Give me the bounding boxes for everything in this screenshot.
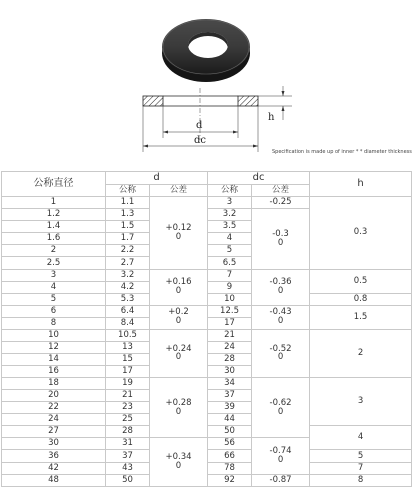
cell-d: 43 [106, 462, 150, 474]
header-d-tolerance: 公差 [150, 185, 208, 197]
cell-dc-tolerance: -0.3 0 [252, 209, 310, 269]
cell-d-tolerance: +0.16 0 [150, 269, 208, 305]
header-dc: dc [208, 172, 310, 185]
cell-h: 4 [310, 426, 412, 450]
cell-nominal: 27 [2, 426, 106, 438]
cell-nominal: 2.5 [2, 257, 106, 269]
cell-nominal: 8 [2, 317, 106, 329]
header-dc-tolerance: 公差 [252, 185, 310, 197]
cell-nominal: 30 [2, 438, 106, 450]
cell-nominal: 22 [2, 402, 106, 414]
cell-dc: 50 [208, 426, 252, 438]
cell-d: 2.2 [106, 245, 150, 257]
cell-h: 5 [310, 450, 412, 462]
cell-d: 50 [106, 474, 150, 486]
cell-nominal: 12 [2, 341, 106, 353]
cell-d: 23 [106, 402, 150, 414]
cell-dc: 9 [208, 281, 252, 293]
cell-dc: 34 [208, 378, 252, 390]
header-d: d [106, 172, 208, 185]
cell-nominal: 24 [2, 414, 106, 426]
cell-dc: 5 [208, 245, 252, 257]
h-dimension [258, 86, 292, 123]
cell-dc-tolerance: -0.52 0 [252, 329, 310, 377]
cell-dc-tolerance: -0.74 0 [252, 438, 310, 474]
cell-dc: 24 [208, 341, 252, 353]
cell-dc: 3.5 [208, 221, 252, 233]
cell-dc: 12.5 [208, 305, 252, 317]
cell-nominal: 6 [2, 305, 106, 317]
cell-nominal: 5 [2, 293, 106, 305]
specification-note: Specification is made up of inner * * diameter thickness [272, 149, 412, 155]
cell-dc: 7 [208, 269, 252, 281]
cell-nominal: 14 [2, 353, 106, 365]
d-label: d [196, 120, 203, 131]
cell-d: 1.7 [106, 233, 150, 245]
cell-d: 3.2 [106, 269, 150, 281]
cell-dc-tolerance: -0.36 0 [252, 269, 310, 305]
cell-h: 1.5 [310, 305, 412, 329]
cell-dc: 30 [208, 366, 252, 378]
cell-dc: 78 [208, 462, 252, 474]
cell-nominal: 20 [2, 390, 106, 402]
cell-d: 1.5 [106, 221, 150, 233]
cell-d: 1.3 [106, 209, 150, 221]
cell-d: 13 [106, 341, 150, 353]
cell-d: 10.5 [106, 329, 150, 341]
cell-h: 7 [310, 462, 412, 474]
cell-d: 8.4 [106, 317, 150, 329]
header-dc-nominal: 公称 [208, 185, 252, 197]
cell-dc-tolerance: -0.25 [252, 197, 310, 209]
cell-d: 31 [106, 438, 150, 450]
cell-d: 25 [106, 414, 150, 426]
header-d-nominal: 公称 [106, 185, 150, 197]
cell-dc-tolerance: -0.62 0 [252, 378, 310, 438]
cell-h: 0.8 [310, 293, 412, 305]
cell-h: 0.5 [310, 269, 412, 293]
cell-nominal: 3 [2, 269, 106, 281]
washer-3d-icon [162, 19, 250, 82]
cell-d: 2.7 [106, 257, 150, 269]
cell-dc: 66 [208, 450, 252, 462]
cell-d-tolerance: +0.34 0 [150, 438, 208, 487]
washer-drawing [0, 0, 412, 170]
cell-dc: 10 [208, 293, 252, 305]
cell-dc: 3 [208, 197, 252, 209]
cell-h: 2 [310, 329, 412, 377]
cell-d-tolerance: +0.24 0 [150, 329, 208, 377]
cell-dc: 37 [208, 390, 252, 402]
cell-nominal: 10 [2, 329, 106, 341]
cell-d: 6.4 [106, 305, 150, 317]
cell-nominal: 4 [2, 281, 106, 293]
cell-dc: 92 [208, 474, 252, 486]
cell-nominal: 42 [2, 462, 106, 474]
cell-d: 37 [106, 450, 150, 462]
cell-dc-tolerance: -0.43 0 [252, 305, 310, 329]
cell-d: 5.3 [106, 293, 150, 305]
cell-d: 4.2 [106, 281, 150, 293]
cell-nominal: 1 [2, 197, 106, 209]
d-dimension [163, 106, 238, 138]
cell-d: 19 [106, 378, 150, 390]
cell-nominal: 16 [2, 366, 106, 378]
cell-nominal: 1.4 [2, 221, 106, 233]
cell-h: 3 [310, 378, 412, 426]
cell-d: 15 [106, 353, 150, 365]
washer-spec-table [1, 171, 412, 487]
cell-d: 1.1 [106, 197, 150, 209]
cell-dc: 6.5 [208, 257, 252, 269]
cell-dc: 3.2 [208, 209, 252, 221]
cell-d-tolerance: +0.2 0 [150, 305, 208, 329]
cell-d: 21 [106, 390, 150, 402]
cell-dc: 4 [208, 233, 252, 245]
dc-label: dc [194, 135, 207, 146]
cell-nominal: 1.6 [2, 233, 106, 245]
cell-nominal: 18 [2, 378, 106, 390]
cell-d-tolerance: +0.28 0 [150, 378, 208, 438]
cell-dc: 56 [208, 438, 252, 450]
cell-nominal: 2 [2, 245, 106, 257]
cell-d: 17 [106, 366, 150, 378]
cell-dc: 17 [208, 317, 252, 329]
h-label: h [268, 112, 275, 123]
cell-dc: 44 [208, 414, 252, 426]
cell-dc: 28 [208, 353, 252, 365]
cell-dc: 39 [208, 402, 252, 414]
header-nominal-diameter: 公称直径 [2, 172, 106, 197]
header-h: h [310, 172, 412, 197]
cell-nominal: 1.2 [2, 209, 106, 221]
cell-h: 0.3 [310, 197, 412, 269]
cell-d-tolerance: +0.12 0 [150, 197, 208, 269]
cell-d: 28 [106, 426, 150, 438]
cell-dc: 21 [208, 329, 252, 341]
cell-dc-tolerance: -0.87 [252, 474, 310, 486]
cell-h: 8 [310, 474, 412, 486]
cell-nominal: 36 [2, 450, 106, 462]
cell-nominal: 48 [2, 474, 106, 486]
